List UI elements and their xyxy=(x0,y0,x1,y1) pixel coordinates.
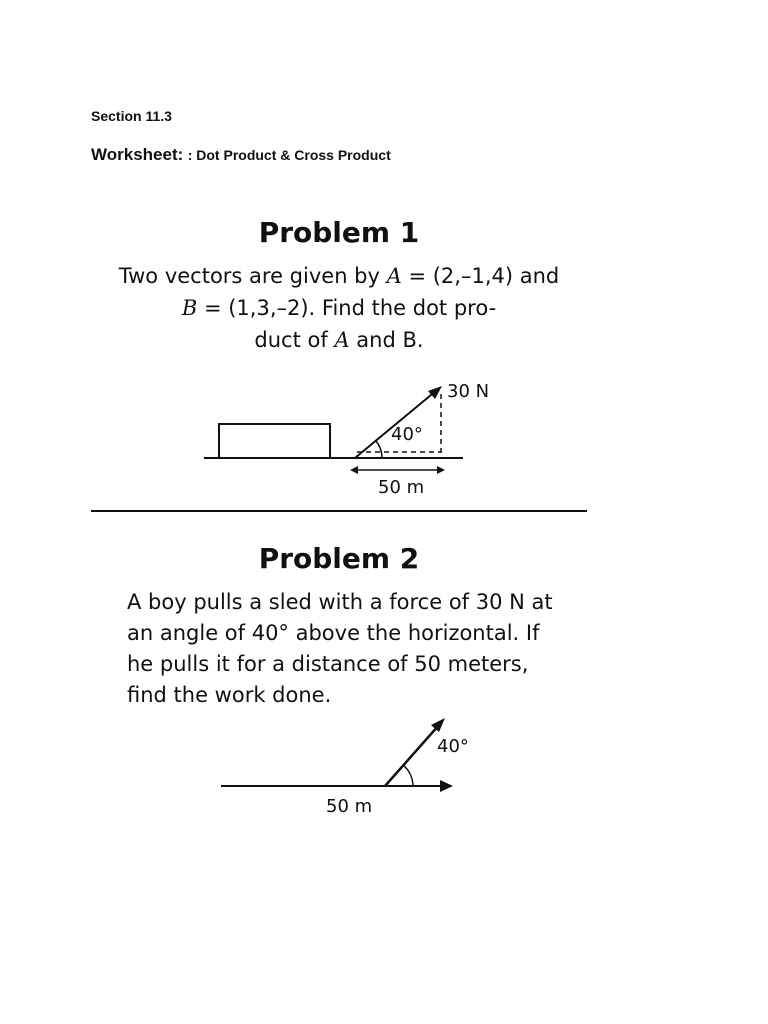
problem1-text-part: and B. xyxy=(349,328,424,352)
problem2-text-line: A boy pulls a sled with a force of 30 N at xyxy=(127,590,553,614)
vector-a-symbol: A xyxy=(334,328,350,352)
problem1-text-line-1 xyxy=(91,264,587,288)
angle-arc-2 xyxy=(403,765,413,786)
problem2-text-line: find the work done. xyxy=(127,683,332,707)
force-label: 30 N xyxy=(447,381,490,402)
problem1-text-line-3 xyxy=(91,328,587,352)
dimension-arrow-left xyxy=(350,466,358,474)
problem1-text-part: = (2,–1,4) and xyxy=(401,264,560,288)
problem2-text-line: an angle of 40° above the horizontal. If xyxy=(127,621,540,645)
worksheet-title xyxy=(91,145,391,165)
problems-image xyxy=(91,192,587,840)
problem2-heading: Problem 2 xyxy=(258,542,420,575)
dimension-arrow-right xyxy=(437,466,445,474)
vector-b-symbol: B xyxy=(181,296,198,320)
vector-a-symbol: A xyxy=(386,264,402,288)
force-arrowhead xyxy=(428,386,442,399)
sled-box xyxy=(219,424,330,458)
problem1-diagram xyxy=(91,382,587,502)
problem2-text-line: he pulls it for a distance of 50 meters, xyxy=(127,652,529,676)
problem1-text-part: = (1,3,–2). Find the dot pro- xyxy=(197,296,497,320)
distance-label-2: 50 m xyxy=(326,796,373,817)
section-divider xyxy=(91,510,587,512)
worksheet-label: Worksheet: xyxy=(91,145,184,164)
problem2-diagram xyxy=(91,712,587,832)
distance-label-1: 50 m xyxy=(378,477,425,498)
worksheet-subtitle: : Dot Product & Cross Product xyxy=(187,147,391,163)
distance-arrowhead xyxy=(440,780,453,792)
angle-arc xyxy=(376,441,382,458)
section-label: Section 11.3 xyxy=(91,108,172,124)
problem1-text-part: Two vectors are given by xyxy=(118,264,387,288)
problem1-text-part: duct of xyxy=(254,328,335,352)
angle-label-2: 40° xyxy=(437,736,469,757)
problem1-text-line-2 xyxy=(91,296,587,320)
problem1-heading: Problem 1 xyxy=(258,216,420,249)
angle-label-1: 40° xyxy=(391,424,423,445)
